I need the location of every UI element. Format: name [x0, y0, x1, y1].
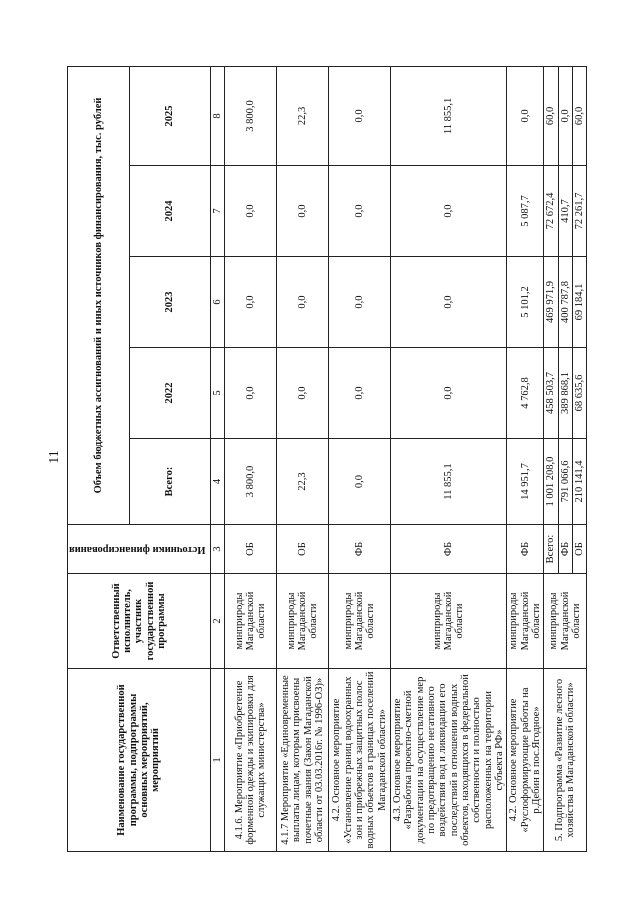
row-2022: 4 762,8	[507, 348, 544, 439]
row-2022: 0,0	[391, 348, 507, 439]
subprogram-source: Всего:	[544, 525, 558, 574]
row-2025: 22,3	[277, 66, 329, 165]
row-2023: 0,0	[277, 257, 329, 348]
row-total: 22,3	[277, 439, 329, 525]
subprogram-total: 1 001 208,0	[544, 439, 558, 525]
subprogram-total: 791 066,6	[558, 439, 572, 525]
row-2023: 0,0	[391, 257, 507, 348]
row-2025: 3 800,0	[225, 66, 277, 165]
subprogram-2022: 389 868,1	[558, 348, 572, 439]
col-number: 3	[210, 525, 224, 574]
row-total: 11 855,1	[391, 439, 507, 525]
row-name: 4.1.6. Мероприятие «Приобретение форменной одежды и экипировки для служащих министерства»	[225, 669, 277, 852]
col-number: 1	[210, 669, 224, 852]
subprogram-2025: 60,0	[544, 66, 558, 165]
funding-table	[67, 66, 587, 852]
page-number: 11	[47, 450, 62, 464]
row-source: ФБ	[391, 525, 507, 574]
col-number: 2	[210, 574, 224, 669]
rotated-table-wrapper	[67, 67, 586, 852]
subprogram-2024: 410,7	[558, 166, 572, 257]
subprogram-2022: 68 635,6	[573, 348, 587, 439]
table-row	[225, 66, 277, 851]
header-2023: 2023	[130, 257, 210, 348]
subprogram-2022: 458 503,7	[544, 348, 558, 439]
row-executor: минприроды Магаданской области	[225, 574, 277, 669]
col-number: 6	[210, 257, 224, 348]
row-total: 14 951,7	[507, 439, 544, 525]
row-2022: 0,0	[277, 348, 329, 439]
row-source: ОБ	[277, 525, 329, 574]
table-row	[277, 66, 329, 851]
row-source: ФБ	[507, 525, 544, 574]
row-2024: 0,0	[391, 166, 507, 257]
row-2024: 0,0	[277, 166, 329, 257]
column-numbers-row	[210, 66, 224, 851]
row-2023: 0,0	[225, 257, 277, 348]
row-name: 4.3. Основное мероприятие «Разработка проектно-сметной документации на осуществление мер по предотвращению негативного воздействия вод и ликвидации его последствий в отношении водных объектов, находящихся в федеральной собственности и полностью расположенных на территории субъекта РФ»	[391, 669, 507, 852]
subprogram-2023: 400 787,8	[558, 257, 572, 348]
row-source: ФБ	[329, 525, 391, 574]
row-executor: минприроды Магаданской области	[277, 574, 329, 669]
subprogram-2024: 72 261,7	[573, 166, 587, 257]
row-source: ОБ	[225, 525, 277, 574]
row-2022: 0,0	[225, 348, 277, 439]
table-row	[507, 66, 544, 851]
header-funding-group: Объем бюджетных ассигнований и иных источников финансирования, тыс. рублей	[68, 66, 130, 524]
header-executor: Ответственный исполнитель, участник государственной программы	[68, 574, 211, 669]
header-2025: 2025	[130, 66, 210, 165]
col-number: 5	[210, 348, 224, 439]
header-source-label: Источники финансирования	[69, 543, 206, 555]
subprogram-source: ФБ	[558, 525, 572, 574]
row-2025: 0,0	[329, 66, 391, 165]
subprogram-name: 5. Подпрограмма «Развитие лесного хозяйства в Магаданской области»	[544, 669, 587, 852]
col-number: 7	[210, 166, 224, 257]
row-2022: 0,0	[329, 348, 391, 439]
row-2023: 5 101,2	[507, 257, 544, 348]
row-2025: 11 855,1	[391, 66, 507, 165]
subprogram-total: 210 141,4	[573, 439, 587, 525]
row-2024: 5 087,7	[507, 166, 544, 257]
subprogram-source: ОБ	[573, 525, 587, 574]
row-executor: минприроды Магаданской области	[507, 574, 544, 669]
row-2025: 0,0	[507, 66, 544, 165]
subprogram-row	[544, 66, 558, 851]
row-name: 4.1.7 Мероприятие «Единовременные выплаты лицам, которым присвоены почетные звания (Закон Магаданской области от 03.03.2016г. № 1996-ОЗ)»	[277, 669, 329, 852]
col-number: 4	[210, 439, 224, 525]
row-executor: минприроды Магаданской области	[391, 574, 507, 669]
header-total: Всего:	[130, 439, 210, 525]
header-source	[68, 525, 211, 574]
table-row	[329, 66, 391, 851]
row-2023: 0,0	[329, 257, 391, 348]
row-name: 4.2. Основное мероприятие «Руслоформирующие работы на р.Дебин в пос.Ягодное»	[507, 669, 544, 852]
col-number: 8	[210, 66, 224, 165]
header-2024: 2024	[130, 166, 210, 257]
row-total: 0,0	[329, 439, 391, 525]
subprogram-2025: 60,0	[573, 66, 587, 165]
subprogram-2023: 469 971,9	[544, 257, 558, 348]
header-name: Наименование государственной программы, подпрограммы основных мероприятий, мероприятий	[68, 669, 211, 852]
subprogram-2024: 72 672,4	[544, 166, 558, 257]
row-2024: 0,0	[225, 166, 277, 257]
row-2024: 0,0	[329, 166, 391, 257]
subprogram-2025: 0,0	[558, 66, 572, 165]
table-row	[391, 66, 507, 851]
row-executor: минприроды Магаданской области	[329, 574, 391, 669]
header-2022: 2022	[130, 348, 210, 439]
row-name: 4.2. Основное мероприятие «Установление границ водоохранных зон и прибрежных защитных полос водных объектов в границах поселений Магаданской области»	[329, 669, 391, 852]
subprogram-2023: 69 184,1	[573, 257, 587, 348]
subprogram-executor: минприроды Магаданской области	[544, 574, 587, 669]
row-total: 3 800,0	[225, 439, 277, 525]
